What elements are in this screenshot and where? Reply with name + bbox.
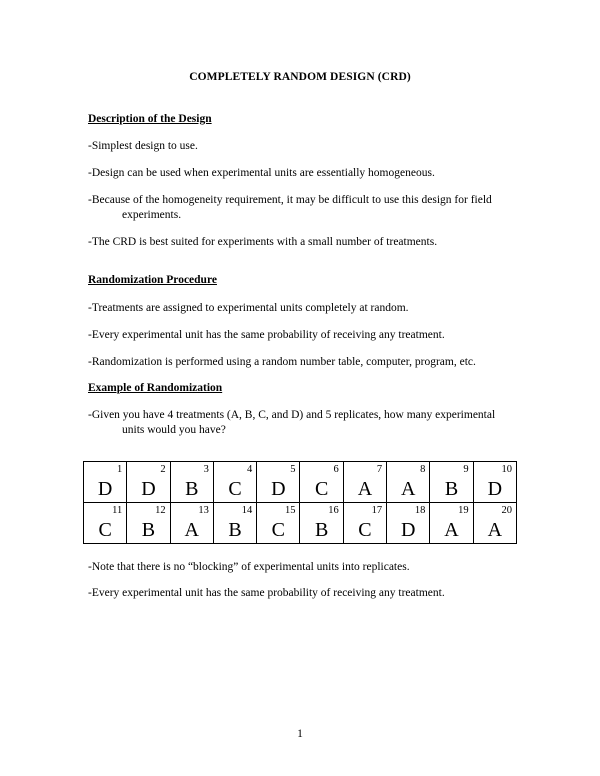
section-heading-randomization: Randomization Procedure xyxy=(88,274,217,286)
table-cell xyxy=(300,462,343,503)
treatment-letter: B xyxy=(444,478,459,500)
randomization-paragraph-3: -Randomization is performed using a random number table, computer, program, etc. xyxy=(88,356,476,368)
table-cell xyxy=(473,503,516,544)
treatment-letter: A xyxy=(357,478,373,500)
unit-number: 1 xyxy=(117,464,123,475)
treatment-letter: C xyxy=(228,478,242,500)
unit-number: 19 xyxy=(458,505,469,516)
table-cell xyxy=(387,462,430,503)
unit-number: 7 xyxy=(376,464,383,475)
section-heading-example: Example of Randomization xyxy=(88,382,223,394)
description-paragraph-3 xyxy=(88,193,518,223)
treatment-letter: B xyxy=(141,519,156,541)
treatment-letter: D xyxy=(141,478,156,500)
description-paragraph-4: -The CRD is best suited for experiments with a small number of treatments. xyxy=(88,236,438,248)
unit-number: 15 xyxy=(284,505,296,516)
table-cell xyxy=(213,462,256,503)
table-cell xyxy=(430,503,473,544)
table-cell xyxy=(170,503,213,544)
randomization-paragraph-1: -Treatments are assigned to experimental units completely at random. xyxy=(88,302,409,314)
unit-number: 18 xyxy=(414,505,426,516)
unit-number: 3 xyxy=(203,464,209,475)
description-paragraph-1: -Simplest design to use. xyxy=(88,140,198,152)
example-paragraph-1-line-2: units would you have? xyxy=(122,424,226,436)
table-cell xyxy=(257,503,300,544)
treatment-letter: B xyxy=(314,519,329,541)
randomization-table xyxy=(83,461,517,544)
unit-number: 16 xyxy=(328,505,339,516)
treatment-letter: C xyxy=(98,519,112,541)
treatment-letter: A xyxy=(487,519,503,541)
unit-number: 13 xyxy=(198,505,209,516)
unit-number: 9 xyxy=(463,464,469,475)
treatment-letter: D xyxy=(97,478,113,500)
unit-number: 4 xyxy=(246,464,253,475)
example-paragraph-1-line-1: -Given you have 4 treatments (A, B, C, and D) and 5 replicates, how many experimental xyxy=(88,409,496,421)
unit-number: 2 xyxy=(160,464,166,475)
table-row-2 xyxy=(84,503,517,544)
table-cell xyxy=(343,462,386,503)
page-title: COMPLETELY RANDOM DESIGN (CRD) xyxy=(189,71,411,83)
unit-number: 12 xyxy=(155,505,166,516)
treatment-letter: A xyxy=(401,478,416,500)
table-cell xyxy=(343,503,386,544)
description-paragraph-3-line-2: experiments. xyxy=(122,209,182,221)
unit-number: 14 xyxy=(241,505,253,516)
treatment-letter: D xyxy=(487,478,503,500)
table-cell xyxy=(170,462,213,503)
treatment-letter: A xyxy=(184,519,199,541)
description-paragraph-2: -Design can be used when experimental units are essentially homogeneous. xyxy=(88,167,435,179)
page-number: 1 xyxy=(297,728,303,740)
treatment-letter: A xyxy=(444,519,459,541)
randomization-paragraph-2: -Every experimental unit has the same probability of receiving any treatment. xyxy=(88,329,445,341)
treatment-letter: B xyxy=(185,478,199,500)
unit-number: 6 xyxy=(333,464,339,475)
table-cell xyxy=(213,503,256,544)
table-cell xyxy=(473,462,516,503)
treatment-letter: D xyxy=(401,519,416,541)
unit-number: 8 xyxy=(420,464,426,475)
table-row-1 xyxy=(84,462,517,503)
section-heading-description: Description of the Design xyxy=(88,113,212,125)
unit-number: 5 xyxy=(290,464,296,475)
treatment-letter: C xyxy=(271,519,285,541)
table-cell xyxy=(84,503,127,544)
treatment-letter: D xyxy=(271,478,286,500)
example-note-2: -Every experimental unit has the same probability of receiving any treatment. xyxy=(88,587,445,599)
treatment-letter: C xyxy=(314,478,329,500)
table-cell xyxy=(430,462,473,503)
treatment-letter: C xyxy=(358,519,372,541)
table-cell xyxy=(127,503,170,544)
table-cell xyxy=(387,503,430,544)
unit-number: 11 xyxy=(112,505,123,516)
table-cell xyxy=(127,462,170,503)
table-cell xyxy=(257,462,300,503)
unit-number: 10 xyxy=(501,464,512,475)
unit-number: 20 xyxy=(501,505,512,516)
example-note-1: -Note that there is no “blocking” of experimental units into replicates. xyxy=(88,561,410,573)
unit-number: 17 xyxy=(371,505,383,516)
table-cell xyxy=(300,503,343,544)
description-paragraph-3-line-1: -Because of the homogeneity requirement, it may be difficult to use this design for field xyxy=(88,194,492,206)
treatment-letter: B xyxy=(228,519,242,541)
example-paragraph-1 xyxy=(88,408,518,438)
table-cell xyxy=(84,462,127,503)
